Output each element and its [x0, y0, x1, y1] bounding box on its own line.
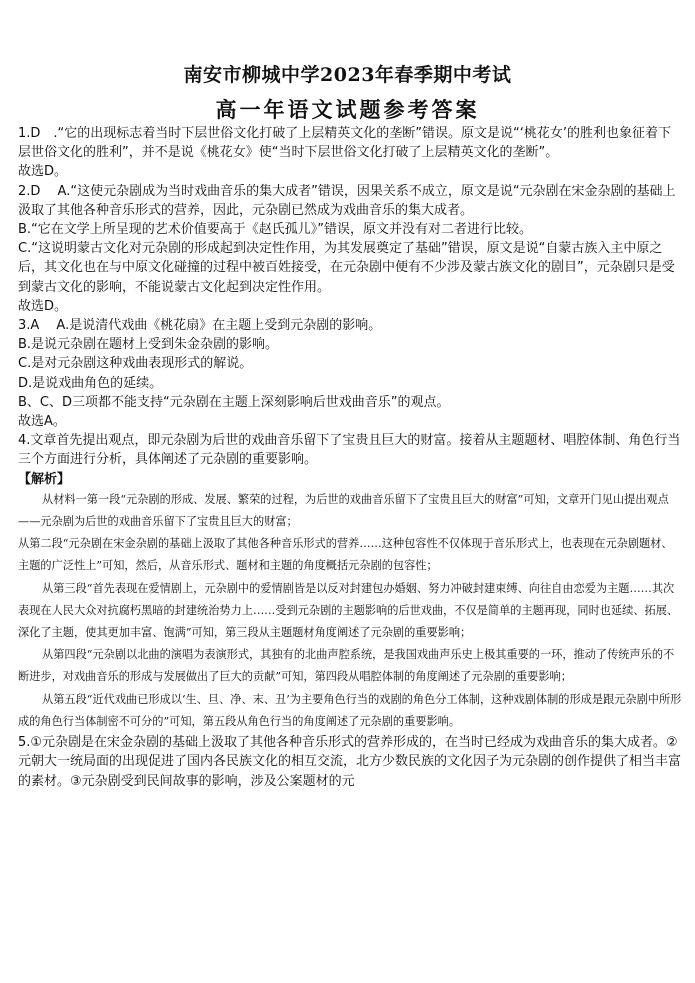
answer-2: 2.D A.“这使元杂剧成为当时戏曲音乐的集大成者”错误，因果关系不成立，原文是说“元杂剧在宋金杂剧的基础上汲取了其他各种音乐形式的营养，因此，元杂剧已然成为戏曲音乐的集大成者。 — [18, 183, 676, 218]
answer-1: 1.D .“它的出现标志着当时下层世俗文化打破了上层精英文化的垄断”错误。原文是说“‘桃花女’的胜利也象征着下层世俗文化的胜利”，并不是说《桃花女》使“当时下层世俗文化打破了上层精英文化的垄断”。 — [18, 126, 672, 161]
analysis-para-5: 从第五段“近代戏曲已形成以‘生、旦、净、末、丑’为主要角色行当的戏剧的角色分工体制，这种戏剧体制的形成是跟元杂剧中所形成的角色行当体制密不可分的”可知，第五段从角色行当的角度阐述了元杂剧的重要影响。 — [18, 692, 682, 728]
answer-3-c: C.是对元杂剧这种戏曲表现形式的解说。 — [18, 356, 253, 372]
answer-5: 5.①元杂剧是在宋金杂剧的基础上汲取了其他各种音乐形式的营养形成的，在当时已经成为戏曲音乐的集大成者。②元朝大一统局面的出现促进了国内各民族文化的相互交流，北方少数民族的文化因子为元杂剧的创作提供了相当丰富的素材。③元杂剧受到民间故事的影响，涉及公案题材的元 — [18, 735, 682, 789]
answer-3-choice: 故选A。 — [18, 414, 66, 430]
page-subtitle: 高一年语文试题参考答案 — [215, 97, 480, 122]
analysis-label: 【解析】 — [18, 471, 71, 487]
answer-3-b: B.是说元杂剧在题材上受到朱金杂剧的影响。 — [18, 337, 279, 353]
analysis-para-2: 从第二段“元杂剧在宋金杂剧的基础上汲取了其他各种音乐形式的营养……这种包容性不仅体现于音乐形式上，也表现在元杂剧题材、主题的广泛性上”可知，然后，从音乐形式、题材和主题的角度概括元杂剧的包容性； — [18, 537, 673, 573]
analysis-para-3: 从第三段“首先表现在爱情剧上，元杂剧中的爱情剧皆是以反对封建包办婚姻、努力冲破封建束缚、向往自由恋爱为主题……其次表现在人民大众对抗腐朽黑暗的封建统治势力上……受到元杂剧的主题影响的后世戏曲，不仅是简单的主题再现，同时也延续、拓展、深化了主题，使其更加丰富、饱满”可知，第三段从主题题材角度阐述了元杂剧的重要影响； — [18, 581, 679, 640]
answer-4: 4.文章首先提出观点，即元杂剧为后世的戏曲音乐留下了宝贵且巨大的财富。接着从主题题材、唱腔体制、角色行当三个方面进行分析，具体阐述了元杂剧的重要影响。 — [18, 433, 681, 468]
answer-2-b: B.“它在文学上所呈现的艺术价值要高于《赵氏孤儿》”错误，原文并没有对二者进行比较。 — [18, 222, 533, 238]
answer-2-c: C.“这说明蒙古文化对元杂剧的形成起到决定性作用，为其发展奠定了基础”错误，原文是说“自蒙古族入主中原之后，其文化也在与中原文化碰撞的过程中被百姓接受，在元杂剧中便有不少涉及蒙古族文化的剧目”，元杂剧只是受到蒙古文化的影响，不能说蒙古文化起到决定性作用。 — [18, 241, 675, 295]
analysis-para-4: 从第四段“元杂剧以北曲的演唱为表演形式，其独有的北曲声腔系统，是我国戏曲声乐史上极其重要的一环，推动了传统声乐的不断进步，对戏曲音乐的形成与发展做出了巨大的贡献”可知，第四段从唱腔体制的角度阐述了元杂剧的重要影响； — [18, 648, 675, 684]
answer-3: 3.A A.是说清代戏曲《桃花扇》在主题上受到元杂剧的影响。 — [18, 318, 382, 334]
answer-1-choice: 故选D。 — [18, 164, 68, 180]
answer-3-d: D.是说戏曲角色的延续。 — [18, 375, 163, 391]
answer-3-summary: B、C、D三项都不能支持“元杂剧在主题上深刻影响后世戏曲音乐”的观点。 — [18, 394, 450, 410]
document-body — [18, 124, 682, 791]
analysis-para-1: 从材料一第一段“元杂剧的形成、发展、繁荣的过程，为后世的戏曲音乐留下了宝贵且巨大的财富”可知，文章开门见山提出观点——元杂剧为后世的戏曲音乐留下了宝贵且巨大的财富； — [18, 492, 669, 529]
answer-2-choice: 故选D。 — [18, 298, 68, 314]
page-title: 南安市柳城中学2023年春季期中考试 — [183, 64, 512, 86]
